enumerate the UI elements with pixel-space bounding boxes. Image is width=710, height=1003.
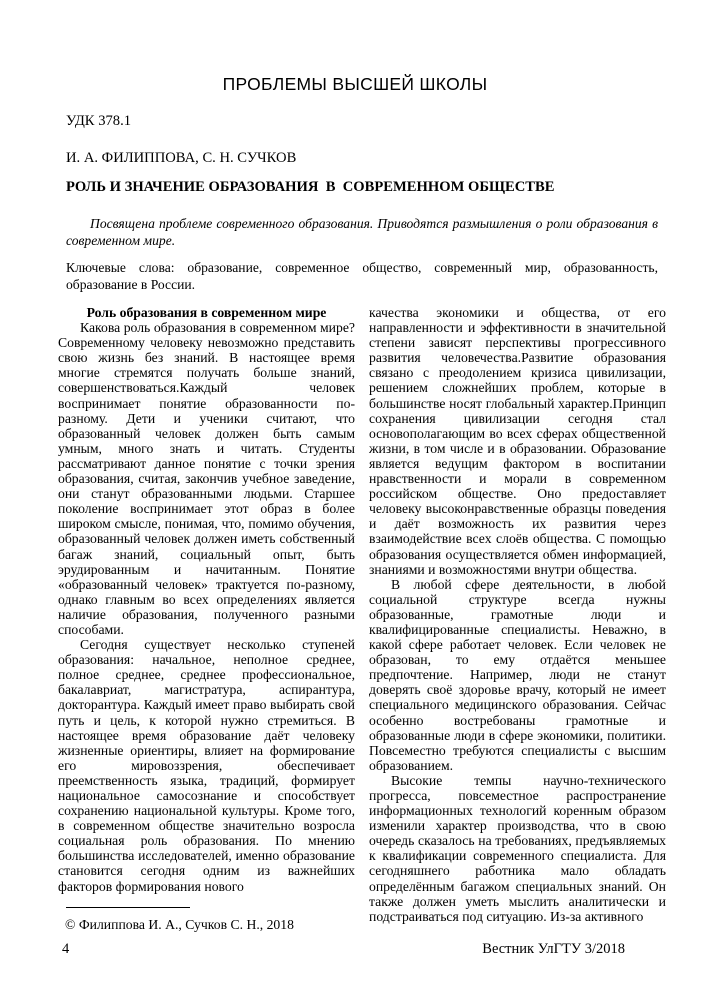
authors-line: И. А. ФИЛИППОВА, С. Н. СУЧКОВ [66,150,297,166]
page-number: 4 [62,941,70,957]
right-paragraph-1: качества экономики и общества, от его направленности и эффективности в значительной степени зависят перспективы прогрессивного развития человечества.Развитие образования связано с преодолением кризиса цивилизации, решением сложнейших проблем, которые в большинстве носят глобальный характер.Принцип сохранения цивилизации сегодня стал основополагающим во всех сферах общественной жизни, в том числе и в образовании. Образование является ведущим фактором в воспитании нравственности и морали в современном российском обществе. Оно предоставляет человеку высоконравственные образцы поведения и даёт возможность их развития через взаимодействие всех слоёв общества. С помощью образования осуществляется обмен информацией, знаниями и возможностями внутри общества. [369,305,666,577]
udc-code: УДК 378.1 [66,113,132,129]
abstract-text: Посвящена проблеме современного образования. Приводятся размышления о роли образования в современном мире. [66,216,658,249]
article-title: РОЛЬ И ЗНАЧЕНИЕ ОБРАЗОВАНИЯ В СОВРЕМЕННОМ ОБЩЕСТВЕ [66,179,555,195]
left-paragraph-1: Какова роль образования в современном мире? Современному человеку невозможно представить свою жизнь без знаний. В настоящее время многие стремятся получать больше знаний, совершенствоваться.Каждый человек воспринимает понятие образованности по-разному. Дети и ученики считают, что образованный человек должен быть самым умным, много знать и читать. Студенты рассматривают данное понятие с точки зрения образования, считая, закончив учебное заведение, они станут образованными людьми. Старшее поколение воспринимает этот образ в более широком смысле, понимая, что, помимо обучения, образованный человек должен иметь собственный багаж знаний, социальный опыт, быть эрудированным и начитанным. Понятие «образованный человек» трактуется по-разному, однако главным во всех определениях является наличие образования, полученного разными способами. [58,320,355,637]
right-paragraph-2: В любой сфере деятельности, в любой социальной структуре всегда нужны образованные, грамотные люди и квалифицированные специалисты. Неважно, в какой сфере работает человек. Если человек не образован, то ему отдаётся меньшее предпочтение. Например, люди не станут доверять своё здоровье врачу, который не имеет специального медицинского образования. Сейчас особенно востребованы грамотные и образованные люди в сфере экономики, политики. Повсеместно требуются специалисты с высшим образованием. [369,576,666,773]
body-columns [58,305,666,932]
left-paragraph-2: Сегодня существует несколько ступеней образования: начальное, неполное среднее, полное среднее, среднее профессиональное, бакалавриат, магистратура, аспирантура, докторантура. Каждый имеет право выбирать свой путь и цель, к которой нужно стремиться. В настоящее время образование даёт человеку жизненные ориентиры, влияет на формирование его мировоззрения, обеспечивает преемственность языка, традиций, формирует национальное самосознание и способствует сохранению национальной культуры. Кроме того, в современном обществе значительно возросла социальная роль образования. По мнению большинства исследователей, именно образование становится сегодня одним из важнейших факторов формирования нового [58,637,355,894]
page-footer [62,941,625,958]
left-column [58,305,355,932]
copyright-line: © Филиппова И. А., Сучков С. Н., 2018 [65,916,294,932]
body-subheading: Роль образования в современном мире [86,305,327,320]
footnote-divider [66,907,190,908]
journal-issue: Вестник УлГТУ 3/2018 [482,941,625,957]
section-header: ПРОБЛЕМЫ ВЫСШЕЙ ШКОЛЫ [222,74,488,94]
right-paragraph-3: Высокие темпы научно-технического прогресса, повсеместное распространение информационных технологий коренным образом изменили характер производства, что в свою очередь сказалось на требованиях, предъявляемых к квалификации современного специалиста. Для сегодняшнего работника мало обладать определённым багажом специальных знаний. Он также должен уметь мыслить аналитически и подстраиваться под ситуацию. Из-за активного [369,772,666,924]
keywords-line: Ключевые слова: образование, современное общество, современный мир, образованность, образование в России. [66,260,658,293]
footnote-block [58,907,355,932]
right-column [369,305,666,932]
